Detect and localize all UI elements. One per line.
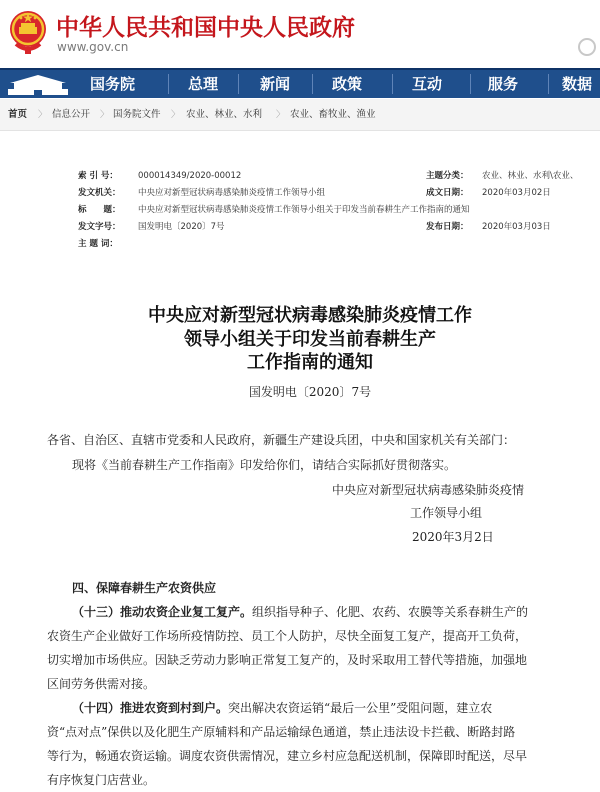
intro-paragraph: 现将《当前春耕生产工作指南》印发给你们，请结合实际抓好贯彻落实。 [72,458,457,472]
meta-title-label: 标 题： [78,205,121,215]
paragraph-lead: （十四）推进农资到村到户。 [72,701,229,715]
breadcrumb-info-public[interactable]: 信息公开 [52,109,91,120]
national-emblem-icon[interactable] [8,8,48,56]
meta-index-value: 000014349/2020-00012 [138,171,242,181]
breadcrumb-state-council-docs[interactable]: 国务院文件 [113,109,161,120]
meta-written-label: 成文日期： [426,188,469,198]
chevron-right-icon: 〉 [100,110,110,120]
document-title-line: 工作指南的通知 [247,352,373,373]
paragraph-text: 突出解决农资运销“最后一公里”受阻问题，建立农 [228,701,493,715]
nav-divider [238,74,239,94]
document-title-line: 中央应对新型冠状病毒感染肺炎疫情工作 [148,305,472,326]
search-icon[interactable] [578,38,596,56]
breadcrumb [0,99,600,131]
paragraph-line: 切实增加市场供应。因缺乏劳动力影响正常复工复产的，及时采取用工替代等措施，加强地 [47,653,528,667]
meta-row [78,236,600,252]
paragraph-line: 有序恢复门店营业。 [47,773,156,787]
meta-written-value: 2020年03月02日 [482,188,551,198]
meta-row [78,202,600,218]
nav-item-interact[interactable]: 互动 [412,75,443,93]
signer: 中央应对新型冠状病毒感染肺炎疫情 [332,483,525,497]
meta-row [78,219,600,235]
breadcrumb-agriculture[interactable]: 农业、林业、水利 [186,109,263,120]
meta-published-label: 发布日期： [426,222,469,232]
addressee: 各省、自治区、直辖市党委和人民政府，新疆生产建设兵团，中央和国家机关有关部门： [47,433,516,447]
breadcrumb-home[interactable]: 首页 [8,109,28,120]
site-url[interactable]: www.gov.cn [57,40,129,54]
chevron-right-icon: 〉 [171,110,181,120]
paragraph-line: 区间劳务供需对接。 [47,677,156,691]
nav-item-state-council[interactable]: 国务院 [90,75,136,93]
paragraph-line: 农资生产企业做好工作场所疫情防控、员工个人防护，尽快全面复工复产，提高开工负荷， [47,629,528,643]
paragraph-lead: （十三）推动农资企业复工复产。 [72,605,253,619]
main-nav [0,68,600,98]
meta-subject-label: 主 题 词： [78,239,118,249]
meta-title-value: 中央应对新型冠状病毒感染肺炎疫情工作领导小组关于印发当前春耕生产工作指南的通知 [138,205,470,215]
nav-divider [312,74,313,94]
nav-item-premier[interactable]: 总理 [188,75,219,93]
nav-divider [392,74,393,94]
breadcrumb-livestock-fishery[interactable]: 农业、畜牧业、渔业 [290,109,376,120]
meta-topic-label: 主题分类： [426,171,469,181]
meta-row [78,185,600,201]
signer: 工作领导小组 [410,506,483,520]
paragraph-line: 等行为，畅通农资运输。调度农资供需情况，建立乡村应急配送机制，保障即时配送，尽早 [47,749,528,763]
meta-issuer-value: 中央应对新型冠状病毒感染肺炎疫情工作领导小组 [138,188,326,198]
site-header [0,0,600,68]
meta-row [78,168,600,184]
meta-docno-label: 发文字号： [78,222,121,232]
paragraph-line: 资“点对点”保供以及化肥生产原辅料和产品运输绿色通道，禁止违法设卡拦截、断路封路 [47,725,516,739]
chevron-right-icon: 〉 [276,110,286,120]
nav-divider [168,74,169,94]
nav-item-services[interactable]: 服务 [488,75,519,93]
document-title-line: 领导小组关于印发当前春耕生产 [184,328,436,350]
sign-date: 2020年3月2日 [412,530,494,544]
meta-published-value: 2020年03月03日 [482,222,551,232]
nav-divider [548,74,549,94]
meta-topic-value: 农业、林业、水利\农业、 [482,171,579,181]
document-number: 国发明电〔2020〕7号 [248,385,372,399]
paragraph-line [72,603,528,620]
nav-divider [470,74,471,94]
tiananmen-icon [4,71,72,97]
site-title[interactable]: 中华人民共和国中央人民政府 [56,14,355,41]
document-title [100,304,520,375]
paragraph-line [72,699,492,716]
meta-docno-value: 国发明电〔2020〕7号 [138,222,225,232]
nav-item-data[interactable]: 数据 [562,75,593,93]
section-heading: 四、保障春耕生产农资供应 [72,581,217,595]
meta-index-label: 索 引 号： [78,171,118,181]
meta-issuer-label: 发文机关： [78,188,121,198]
nav-item-policy[interactable]: 政策 [332,75,363,93]
nav-item-news[interactable]: 新闻 [260,75,291,93]
chevron-right-icon: 〉 [38,110,48,120]
paragraph-text: 组织指导种子、化肥、农药、农膜等关系春耕生产的 [252,605,529,619]
